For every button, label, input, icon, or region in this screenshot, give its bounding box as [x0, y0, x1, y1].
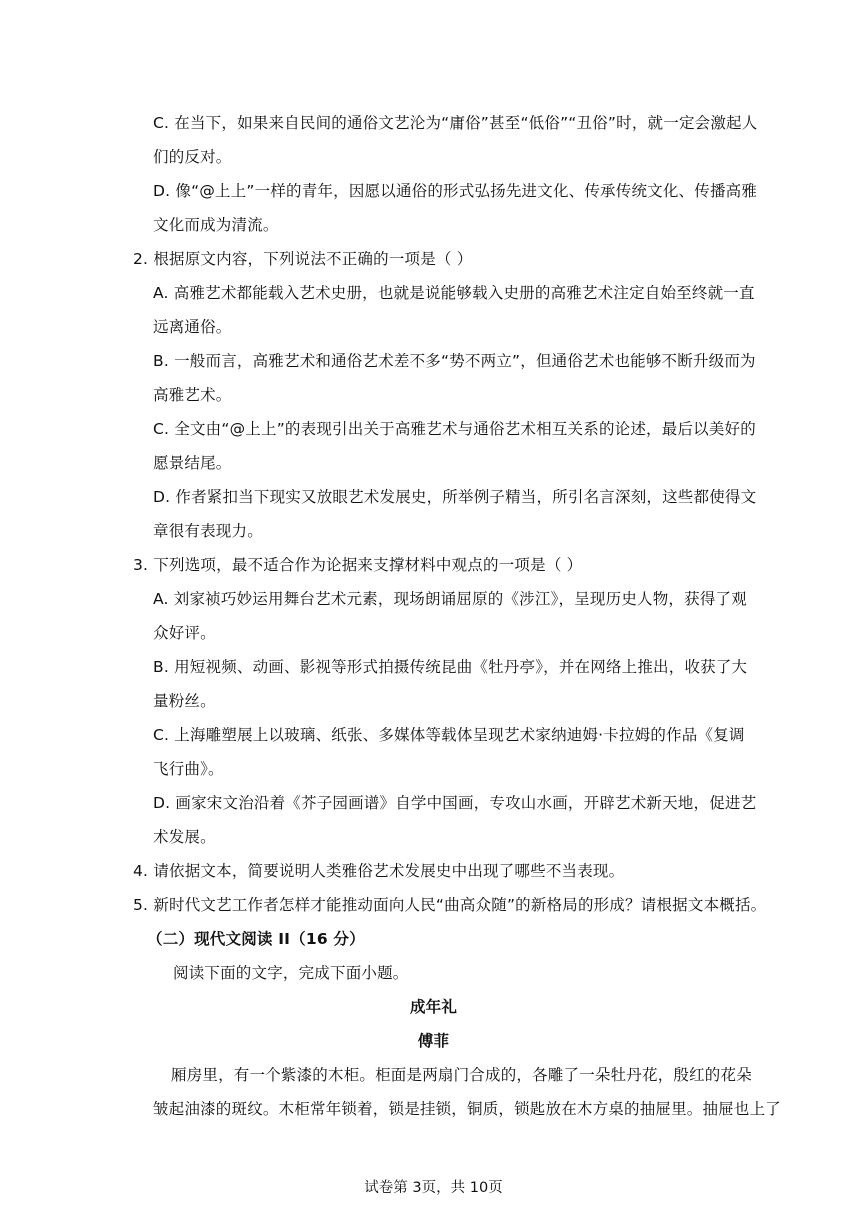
- question-2-stem: 2. 根据原文内容，下列说法不正确的一项是（ ）: [133, 250, 473, 268]
- q1-option-c-line2: 们的反对。: [153, 148, 232, 166]
- q3-option-c-line1: C. 上海雕塑展上以玻璃、纸张、多媒体等载体呈现艺术家纳迪姆·卡拉姆的作品《复调: [153, 726, 745, 744]
- q1-option-d-line2: 文化而成为清流。: [153, 216, 279, 234]
- q2-option-a-line1: A. 高雅艺术都能载入艺术史册，也就是说能够载入史册的高雅艺术注定自始至终就一直: [153, 284, 755, 302]
- article-author: 傅菲: [417, 1032, 450, 1050]
- q3-option-c-line2: 飞行曲》。: [153, 760, 224, 778]
- q2-option-d-line2: 章很有表现力。: [153, 522, 263, 540]
- article-title: 成年礼: [409, 998, 458, 1016]
- section-heading: （二）现代文阅读 II（16 分）: [147, 930, 365, 948]
- q3-option-d-line1: D. 画家宋文治沿着《芥子园画谱》自学中国画，专攻山水画，开辟艺术新天地，促进艺: [153, 794, 757, 812]
- q1-option-d-line1: D. 像“@上上”一样的青年，因愿以通俗的形式弘扬先进文化、传承传统文化、传播高雅: [153, 182, 758, 200]
- q3-option-b-line2: 量粉丝。: [153, 692, 216, 710]
- q2-option-a-line2: 远离通俗。: [153, 318, 232, 336]
- page-footer: 试卷第 3页，共 10页: [364, 1180, 503, 1196]
- q1-option-c-line1: C. 在当下，如果来自民间的通俗文艺沦为“庸俗”甚至“低俗”“丑俗”时，就一定会激起人: [153, 114, 758, 132]
- q3-option-a-line2: 众好评。: [153, 624, 216, 642]
- q3-option-b-line1: B. 用短视频、动画、影视等形式拍摄传统昆曲《牡丹亭》，并在网络上推出，收获了大: [153, 658, 748, 676]
- q2-option-c-line1: C. 全文由“@上上”的表现引出关于高雅艺术与通俗艺术相互关系的论述，最后以美好的: [153, 420, 756, 438]
- question-5: 5. 新时代文艺工作者怎样才能推动面向人民“曲高众随”的新格局的形成？请根据文本概括。: [133, 896, 767, 914]
- q2-option-d-line1: D. 作者紧扣当下现实又放眼艺术发展史，所举例子精当，所引名言深刻，这些都使得文: [153, 488, 757, 506]
- question-4: 4. 请依据文本，简要说明人类雅俗艺术发展史中出现了哪些不当表现。: [133, 862, 625, 880]
- article-paragraph-line1: 厢房里，有一个紫漆的木柜。柜面是两扇门合成的，各雕了一朵牡丹花，殷红的花朵: [171, 1066, 752, 1084]
- q2-option-c-line2: 愿景结尾。: [153, 454, 232, 472]
- q2-option-b-line1: B. 一般而言，高雅艺术和通俗艺术差不多“势不两立”，但通俗艺术也能够不断升级而为: [153, 352, 756, 370]
- q2-option-b-line2: 高雅艺术。: [153, 386, 232, 404]
- q3-option-d-line2: 术发展。: [153, 828, 216, 846]
- q3-option-a-line1: A. 刘家祯巧妙运用舞台艺术元素，现场朗诵屈原的《涉江》，呈现历史人物，获得了观: [153, 590, 747, 608]
- article-paragraph-line2: 皱起油漆的斑纹。木柜常年锁着，锁是挂锁，铜质，锁匙放在木方桌的抽屉里。抽屉也上了: [153, 1100, 782, 1118]
- reading-instruction: 阅读下面的文字，完成下面小题。: [173, 964, 409, 982]
- question-3-stem: 3. 下列选项，最不适合作为论据来支撑材料中观点的一项是（ ）: [133, 556, 583, 574]
